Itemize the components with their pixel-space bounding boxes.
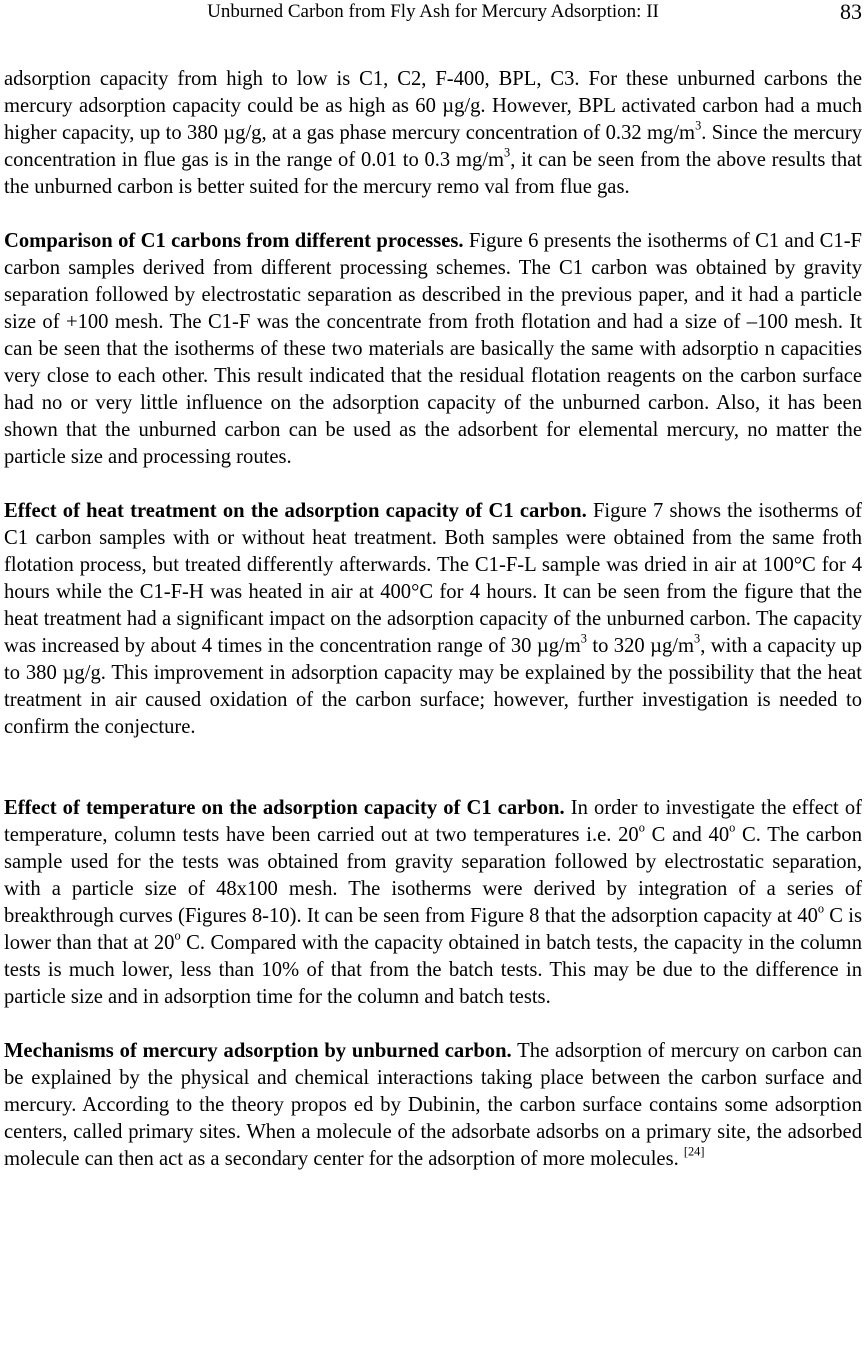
paragraph-adsorption-capacity bbox=[4, 66, 862, 201]
page bbox=[4, 0, 862, 1173]
paragraph-text: C. The carbon sample used for the tests was obtained from gravity separation followed by electrostatic separation, with a particle size of 48x100 mesh. The isotherms were derived by integration of a series of breakthrough curves (Figures 8-10). It can be seen from Figure 8 that the adsorption capacity at 40 bbox=[4, 824, 862, 927]
paragraph-temperature-effect bbox=[4, 795, 862, 1011]
superscript: o bbox=[174, 928, 181, 943]
paragraph-heading: Effect of temperature on the adsorption capacity of C1 carbon. bbox=[4, 797, 565, 819]
paragraph-heading: Effect of heat treatment on the adsorption capacity of C1 carbon. bbox=[4, 500, 587, 522]
superscript: 3 bbox=[695, 118, 702, 133]
paragraph-adsorption-mechanisms bbox=[4, 1038, 862, 1173]
paragraph-text: , it can be seen from the above results that the unburned carbon is better suited for the mercury remo val from flue gas. bbox=[4, 149, 863, 198]
superscript: [24] bbox=[683, 1144, 705, 1159]
running-head bbox=[4, 0, 862, 28]
paragraph-text: In order to investigate the effect of temperature, column tests have been carried out at two temperatures i.e. 20 bbox=[4, 797, 862, 846]
superscript: 3 bbox=[504, 145, 511, 160]
superscript: 3 bbox=[580, 631, 587, 646]
superscript: o bbox=[729, 820, 736, 835]
paragraph-comparison-c1-carbons bbox=[4, 228, 862, 471]
paragraph-text: . Since the mercury concentration in flue gas is in the range of 0.01 to 0.3 mg/m bbox=[4, 122, 862, 171]
superscript: 3 bbox=[694, 631, 701, 646]
paragraph-heading: Comparison of C1 carbons from different processes. bbox=[4, 230, 464, 252]
page-number: 83 bbox=[840, 0, 862, 24]
paragraph-text: C. Compared with the capacity obtained in batch tests, the capacity in the column tests is much lower, less than 10% of that from the batch tests. This may be due to the difference in particle size and in adsorption time for the column and batch tests. bbox=[4, 932, 862, 1008]
paragraph-text: The adsorption of mercury on carbon can be explained by the physical and chemical interactions taking place between the carbon surface and mercury. According to the theory propos ed by Dubinin, the carbon surface contains some adsorption centers, called primary sites. When a molecule of the adsorbate adsorbs on a primary site, the adsorbed molecule can then act as a secondary center for the adsorption of more molecules. bbox=[4, 1040, 862, 1170]
paragraph-text: Figure 7 shows the isotherms of C1 carbon samples with or without heat treatment. Both samples were obtained from the same froth flotation process, but treated differently afterwards. The C1-F-L sample was dried in air at 100°C for 4 hours while the C1-F-H was heated in air at 400°C for 4 hours. It can be seen from the figure that the heat treatment had a significant impact on the adsorption capacity of the unburned carbon. The capacity was increased by about 4 times in the concentration range of 30 µg/m bbox=[4, 500, 862, 657]
superscript: o bbox=[817, 901, 825, 916]
paragraph-text: adsorption capacity from high to low is C1, C2, F-400, BPL, C3. For these unburned carbons the mercury adsorption capacity could be as high as 60 µg/g. However, BPL activated carbon had a much higher capacity, up to 380 µg/g, at a gas phase mercury concentration of 0.32 mg/m bbox=[4, 68, 862, 144]
paragraph-text: C and 40 bbox=[644, 824, 730, 846]
paragraph-text: , with a capacity up to 380 µg/g. This improvement in adsorption capacity may be explained by the possibility that the heat treatment in air caused oxidation of the carbon surface; however, further investigation is needed to confirm the conjecture. bbox=[4, 635, 862, 738]
superscript: o bbox=[638, 820, 645, 835]
running-title: Unburned Carbon from Fly Ash for Mercury Adsorption: II bbox=[207, 1, 659, 22]
paragraph-text: to 320 µg/m bbox=[586, 635, 695, 657]
paragraph-heat-treatment bbox=[4, 498, 862, 741]
paragraph-heading: Mechanisms of mercury adsorption by unburned carbon. bbox=[4, 1040, 512, 1062]
paragraph-text: C is lower than that at 20 bbox=[4, 905, 862, 954]
paragraph-text: Figure 6 presents the isotherms of C1 and C1-F carbon samples derived from different processing schemes. The C1 carbon was obtained by gravity separation followed by electrostatic separation as described in the previous paper, and it had a particle size of +100 mesh. The C1-F was the concentrate from froth flotation and had a size of –100 mesh. It can be seen that the isotherms of these two materials are basically the same with adsorptio n capacities very close to each other. This result indicated that the residual flotation reagents on the carbon surface had no or very little influence on the adsorption capacity of the unburned carbon. Also, it has been shown that the unburned carbon can be used as the adsorbent for elemental mercury, no matter the particle size and processing routes. bbox=[4, 230, 862, 468]
